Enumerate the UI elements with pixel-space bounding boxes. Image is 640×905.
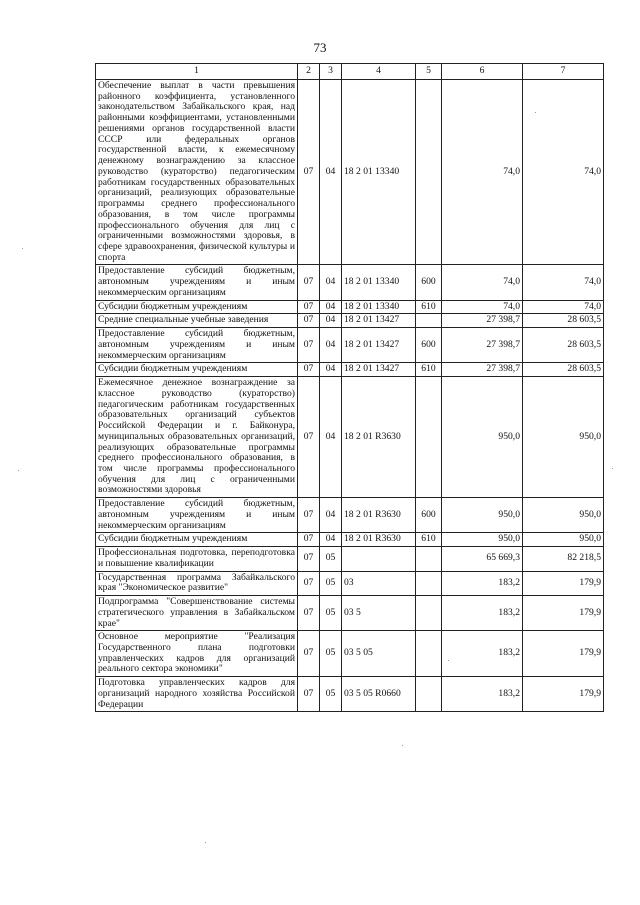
- row-name-cell: Средние специальные учебные заведения: [96, 314, 298, 328]
- row-subsection-cell: 04: [320, 498, 342, 533]
- row-amount-1-cell: 65 669,3: [442, 547, 523, 571]
- row-amount-2-cell: 950,0: [523, 498, 604, 533]
- row-subsection-cell: 04: [320, 363, 342, 377]
- row-section-cell: 07: [298, 377, 320, 498]
- row-amount-2-cell: 74,0: [523, 265, 604, 300]
- row-target-article-cell: 18 2 01 13340: [342, 80, 416, 265]
- row-amount-2-cell: 28 603,5: [523, 363, 604, 377]
- row-subsection-cell: 04: [320, 328, 342, 363]
- row-expense-type-cell: 610: [416, 363, 442, 377]
- row-subsection-cell: 04: [320, 80, 342, 265]
- row-amount-2-cell: 179,9: [523, 571, 604, 595]
- row-amount-1-cell: 183,2: [442, 631, 523, 677]
- row-expense-type-cell: [416, 377, 442, 498]
- row-amount-2-cell: 950,0: [523, 533, 604, 547]
- row-name-cell: Субсидии бюджетным учреждениям: [96, 363, 298, 377]
- row-amount-2-cell: 950,0: [523, 377, 604, 498]
- row-amount-2-cell: 82 218,5: [523, 547, 604, 571]
- row-subsection-cell: 05: [320, 547, 342, 571]
- row-amount-2-cell: 74,0: [523, 300, 604, 314]
- table-row: [96, 498, 604, 533]
- row-expense-type-cell: 610: [416, 533, 442, 547]
- row-subsection-cell: 04: [320, 533, 342, 547]
- table-row: [96, 547, 604, 571]
- page-number: 73: [313, 40, 327, 55]
- row-name-cell: Основное мероприятие "Реализация Государственного плана подготовки управленческих кадров для организаций реального сектора экономики": [96, 631, 298, 677]
- row-amount-2-cell: 179,9: [523, 631, 604, 677]
- header-cell-amount-1: 6: [442, 64, 523, 80]
- row-target-article-cell: 18 2 01 13427: [342, 363, 416, 377]
- row-section-cell: 07: [298, 80, 320, 265]
- budget-table: [95, 63, 604, 712]
- row-amount-2-cell: 28 603,5: [523, 328, 604, 363]
- table-row: [96, 328, 604, 363]
- row-amount-1-cell: 950,0: [442, 533, 523, 547]
- header-cell-section: 2: [298, 64, 320, 80]
- row-amount-2-cell: 74,0: [523, 80, 604, 265]
- row-name-cell: Субсидии бюджетным учреждениям: [96, 533, 298, 547]
- row-subsection-cell: 05: [320, 631, 342, 677]
- row-subsection-cell: 04: [320, 265, 342, 300]
- row-amount-1-cell: 183,2: [442, 677, 523, 712]
- row-amount-1-cell: 74,0: [442, 265, 523, 300]
- row-name-cell: Профессиональная подготовка, переподготовка и повышение квалификации: [96, 547, 298, 571]
- row-amount-1-cell: 27 398,7: [442, 314, 523, 328]
- row-section-cell: 07: [298, 300, 320, 314]
- row-section-cell: 07: [298, 328, 320, 363]
- row-expense-type-cell: 610: [416, 300, 442, 314]
- row-name-cell: Субсидии бюджетным учреждениям: [96, 300, 298, 314]
- row-section-cell: 07: [298, 571, 320, 595]
- row-section-cell: 07: [298, 547, 320, 571]
- table-row: [96, 596, 604, 631]
- row-amount-2-cell: 28 603,5: [523, 314, 604, 328]
- row-amount-1-cell: 950,0: [442, 498, 523, 533]
- row-amount-1-cell: 183,2: [442, 596, 523, 631]
- row-amount-1-cell: 74,0: [442, 300, 523, 314]
- row-section-cell: 07: [298, 533, 320, 547]
- row-target-article-cell: 18 2 01 R3630: [342, 533, 416, 547]
- row-section-cell: 07: [298, 498, 320, 533]
- row-subsection-cell: 05: [320, 677, 342, 712]
- row-expense-type-cell: [416, 571, 442, 595]
- row-amount-1-cell: 27 398,7: [442, 328, 523, 363]
- row-target-article-cell: [342, 547, 416, 571]
- header-cell-subsection: 3: [320, 64, 342, 80]
- table-row: [96, 377, 604, 498]
- row-section-cell: 07: [298, 314, 320, 328]
- row-target-article-cell: 03 5: [342, 596, 416, 631]
- header-cell-expense-type: 5: [416, 64, 442, 80]
- header-cell-target-article: 4: [342, 64, 416, 80]
- row-section-cell: 07: [298, 265, 320, 300]
- row-target-article-cell: 18 2 01 13340: [342, 265, 416, 300]
- row-subsection-cell: 04: [320, 377, 342, 498]
- row-target-article-cell: 03 5 05: [342, 631, 416, 677]
- header-row: [96, 64, 604, 80]
- row-section-cell: 07: [298, 631, 320, 677]
- row-expense-type-cell: [416, 596, 442, 631]
- header-cell-name: 1: [96, 64, 298, 80]
- table-row: [96, 314, 604, 328]
- row-expense-type-cell: [416, 631, 442, 677]
- row-expense-type-cell: [416, 547, 442, 571]
- row-subsection-cell: 05: [320, 596, 342, 631]
- row-amount-1-cell: 950,0: [442, 377, 523, 498]
- row-amount-2-cell: 179,9: [523, 596, 604, 631]
- table-row: [96, 631, 604, 677]
- row-expense-type-cell: 600: [416, 498, 442, 533]
- row-subsection-cell: 04: [320, 300, 342, 314]
- table-row: [96, 265, 604, 300]
- row-name-cell: Государственная программа Забайкальского края "Экономическое развитие": [96, 571, 298, 595]
- row-section-cell: 07: [298, 596, 320, 631]
- row-amount-1-cell: 74,0: [442, 80, 523, 265]
- row-target-article-cell: 18 2 01 13427: [342, 328, 416, 363]
- row-name-cell: Подготовка управленческих кадров для организаций народного хозяйства Российской Федерации: [96, 677, 298, 712]
- table-row: [96, 80, 604, 265]
- row-section-cell: 07: [298, 363, 320, 377]
- row-expense-type-cell: [416, 677, 442, 712]
- row-name-cell: Предоставление субсидий бюджетным, автономным учреждениям и иным некоммерческим организациям: [96, 498, 298, 533]
- table-row: [96, 677, 604, 712]
- table-row: [96, 363, 604, 377]
- row-target-article-cell: 18 2 01 R3630: [342, 498, 416, 533]
- row-subsection-cell: 04: [320, 314, 342, 328]
- row-name-cell: Предоставление субсидий бюджетным, автономным учреждениям и иным некоммерческим организациям: [96, 328, 298, 363]
- row-expense-type-cell: 600: [416, 328, 442, 363]
- row-target-article-cell: 18 2 01 R3630: [342, 377, 416, 498]
- header-cell-amount-2: 7: [523, 64, 604, 80]
- table-row: [96, 300, 604, 314]
- row-name-cell: Ежемесячное денежное вознаграждение за классное руководство (кураторство) педагогическим работникам государственных образовательных организаций субъектов Российской Федерации и г. Байконура, муниципальных образовательных организаций, реализующих образовательные программы среднего профессионального образования, в том числе программы профессионального обучения для лиц с ограниченными возможностями здоровья: [96, 377, 298, 498]
- row-subsection-cell: 05: [320, 571, 342, 595]
- row-amount-2-cell: 179,9: [523, 677, 604, 712]
- row-target-article-cell: 03 5 05 R0660: [342, 677, 416, 712]
- row-expense-type-cell: [416, 80, 442, 265]
- row-name-cell: Предоставление субсидий бюджетным, автономным учреждениям и иным некоммерческим организациям: [96, 265, 298, 300]
- table-row: [96, 533, 604, 547]
- row-amount-1-cell: 27 398,7: [442, 363, 523, 377]
- row-target-article-cell: 18 2 01 13340: [342, 300, 416, 314]
- row-name-cell: Обеспечение выплат в части превышения районного коэффициента, установленного законодательством Забайкальского края, над районными коэффициентами, установленными решениями органов государственной власти СССР или федеральных органов государственной власти, к ежемесячному денежному вознаграждению за классное руководство (кураторство) педагогическим работникам государственных образовательных организаций, реализующих образовательные программы среднего профессионального образования, в том числе программы профессионального обучения для лиц с ограниченными возможностями здоровья, в сфере здравоохранения, физической культуры и спорта: [96, 80, 298, 265]
- row-expense-type-cell: [416, 314, 442, 328]
- row-amount-1-cell: 183,2: [442, 571, 523, 595]
- table-row: [96, 571, 604, 595]
- row-section-cell: 07: [298, 677, 320, 712]
- row-expense-type-cell: 600: [416, 265, 442, 300]
- row-name-cell: Подпрограмма "Совершенствование системы стратегического управления в Забайкальском крае": [96, 596, 298, 631]
- row-target-article-cell: 03: [342, 571, 416, 595]
- row-target-article-cell: 18 2 01 13427: [342, 314, 416, 328]
